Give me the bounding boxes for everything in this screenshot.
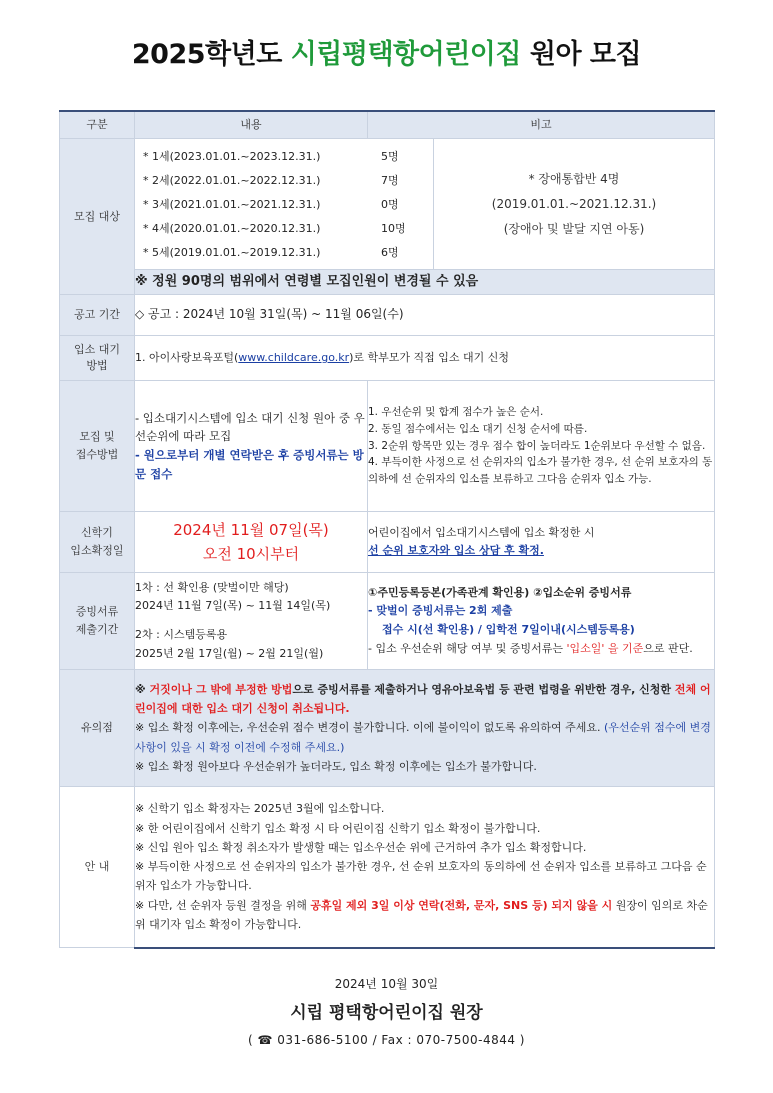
recruit-note-row <box>60 270 715 295</box>
confirm-date: 2024년 11월 07일(목) <box>173 521 329 539</box>
footer-contact: ( ☎ 031-686-5100 / Fax : 070-7500-4844 ) <box>247 1033 525 1047</box>
docs-label: 증빙서류 제출기간 <box>60 573 135 670</box>
disabled-desc: (장애아 및 발달 지연 아동) <box>503 221 645 236</box>
caution-content: ※ 거짓이나 그 밖에 부정한 방법으로 증빙서류를 제출하거나 영유아보육법 등 관련 법령을 위반한 경우, 신청한 전체 어린이집에 대한 입소 대기 신청이 취소됩니다. ※ 입소 확정 이후에는, 우선순위 점수 변경이 불가합니다. 이에 불이익이 없도록 유의하여 주세요. (우선순위 점수에 변경사항이 있을 시 확정 이전에 수정해 주세요.) ※ 입소 확정 원아보다 우선순위가 높더라도, 입소 확정 이후에는 입소가 불가합니다. <box>135 670 715 787</box>
age-item: * 3세(2021.01.01.~2021.12.31.) 0명 <box>143 198 399 212</box>
footer-signature: 시립 평택항어린이집 원장 <box>290 1003 483 1023</box>
confirm-label: 신학기 입소확정일 <box>60 512 135 573</box>
recruit-row <box>60 139 715 270</box>
guide-row <box>60 787 715 948</box>
waiting-label: 입소 대기 방법 <box>60 336 135 381</box>
process-rule: 1. 우선순위 및 합계 점수가 높은 순서. <box>368 406 544 418</box>
caution-label: 유의점 <box>60 670 135 787</box>
process-right <box>368 381 715 512</box>
header-content: 내용 <box>135 111 368 139</box>
footer-date: 2024년 10월 30일 <box>334 977 439 991</box>
process-left-1: - 입소대기시스템에 입소 대기 신청 원아 중 우선순위에 따라 모집 <box>135 410 365 444</box>
notice-row <box>60 295 715 336</box>
table-header-row <box>60 111 715 139</box>
header-category: 구분 <box>60 111 135 139</box>
notice-text: ◇ 공고 : 2024년 10월 31일(목) ~ 11월 06일(수) <box>135 295 715 336</box>
process-rule: 3. 2순위 항목만 있는 경우 점수 합이 높더라도 1순위보다 우선할 수 없음. <box>368 439 706 452</box>
disabled-range: (2019.01.01.~2021.12.31.) <box>491 196 657 211</box>
docs-left: 1차 : 선 확인용 (맞벌이만 해당) 2024년 11월 7일(목) ~ 11월 14일(목) 2차 : 시스템등록용 2025년 2월 17일(월) ~ 2월 21일(월) <box>135 573 368 670</box>
confirm-date-cell <box>135 512 368 573</box>
recruit-note: ※ 정원 90명의 범위에서 연령별 모집인원이 변경될 수 있음 <box>135 270 715 295</box>
confirm-row <box>60 512 715 573</box>
process-rule: 4. 부득이한 사정으로 선 순위자의 입소가 불가한 경우, 선 순위 보호자의 동의하에 선 순위자의 입소를 보류하고 그다음 순위자 입소 가능. <box>368 456 713 486</box>
confirm-emphasis: 선 순위 보호자와 입소 상담 후 확정. <box>368 544 544 557</box>
docs-right: ①주민등록등본(가족관계 확인용) ②입소순위 증빙서류 - 맞벌이 증빙서류는 2회 제출 접수 시(선 확인용) / 입학전 7일이내(시스템등록용) - 입소 우선순위 해당 여부 및 증빙서류는 '입소일' 을 기준으로 판단. <box>368 573 715 670</box>
process-left <box>135 381 368 512</box>
process-row <box>60 381 715 512</box>
age-list <box>135 139 433 269</box>
title-org: 시립평택항어린이집 <box>290 39 521 70</box>
page-title <box>0 32 773 71</box>
confirm-time: 오전 10시부터 <box>202 545 300 563</box>
process-left-2: - 원으로부터 개별 연락받은 후 증빙서류는 방문 접수 <box>135 448 364 481</box>
guide-content: ※ 신학기 입소 확정자는 2025년 3월에 입소합니다. ※ 한 어린이집에서 신학기 입소 확정 시 타 어린이집 신학기 입소 확정이 불가합니다. ※ 신입 원아 입소 확정 취소자가 발생할 때는 입소우선순 위에 근거하여 추가 입소 확정합니다. ※ 부득이한 사정으로 선 순위자의 입소가 불가한 경우, 선 순위 보호자의 동의하에 선 순위자 입소를 보류하고 그다음 순위자 입소가 가능합니다. ※ 다만, 선 순위자 등원 결정을 위해 공휴일 제외 3일 이상 연락(전화, 문자, SNS 등) 되지 않을 시 원장이 임의로 차순위 대기자 입소 확정이 가능합니다. <box>135 787 715 948</box>
age-item: * 2세(2022.01.01.~2022.12.31.) 7명 <box>143 174 399 188</box>
age-item: * 4세(2020.01.01.~2020.12.31.) 10명 <box>143 222 406 236</box>
age-item: * 5세(2019.01.01.~2019.12.31.) 6명 <box>143 246 399 260</box>
caution-row <box>60 670 715 787</box>
process-rule: 2. 동일 점수에서는 입소 대기 신청 순서에 따름. <box>368 422 588 435</box>
notice-label: 공고 기간 <box>60 295 135 336</box>
title-year: 2025학년도 <box>131 39 282 70</box>
waiting-row <box>60 336 715 381</box>
docs-row <box>60 573 715 670</box>
recruit-table <box>59 110 715 949</box>
childcare-portal-link[interactable]: www.childcare.go.kr <box>238 351 350 365</box>
title-suffix: 원아 모집 <box>529 39 642 70</box>
recruit-content <box>135 139 715 270</box>
process-label: 모집 및 접수방법 <box>60 381 135 512</box>
guide-label: 안 내 <box>60 787 135 948</box>
header-remarks: 비고 <box>368 111 715 139</box>
disabled-count: * 장애통합반 4명 <box>528 171 620 186</box>
confirm-right: 어린이집에서 입소대기시스템에 입소 확정한 시 선 순위 보호자와 입소 상담 후 확정. <box>368 512 715 573</box>
waiting-text: 1. 아이사랑보육포털(www.childcare.go.kr)로 학부모가 직접 입소 대기 신청 <box>135 336 715 381</box>
age-item: * 1세(2023.01.01.~2023.12.31.) 5명 <box>143 150 399 164</box>
disabled-class-box <box>433 139 714 269</box>
recruit-label: 모집 대상 <box>60 139 135 295</box>
